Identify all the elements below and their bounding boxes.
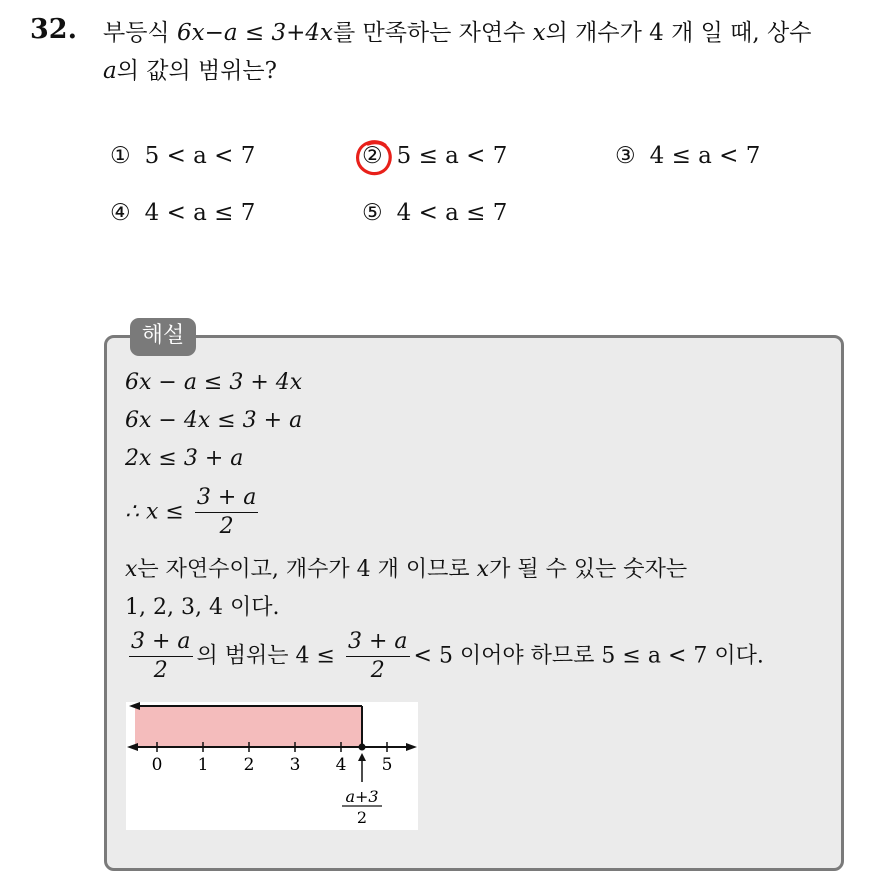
- range-fraction-2-den: 2: [370, 658, 385, 683]
- natural-text-2: 가 될 수 있는 숫자는: [489, 557, 688, 582]
- range-fraction-1-den: 2: [153, 658, 168, 683]
- question-text-4: 의 값의 범위는?: [116, 58, 277, 84]
- choice-2-text: 5 ≤ a < 7: [396, 143, 508, 169]
- solution-line-2: 6x − 4x ≤ 3 + a: [125, 408, 303, 433]
- tick-label-0: 0: [151, 755, 163, 775]
- question-var-a: a: [103, 58, 117, 84]
- range-fraction-1: [129, 628, 193, 685]
- range-fraction-1-num: 3 + a: [129, 628, 193, 657]
- shaded-region: [135, 706, 362, 747]
- question-text-1: 부등식: [103, 20, 177, 46]
- choice-1-text: 5 < a < 7: [144, 143, 256, 169]
- question-var-x: x: [532, 20, 546, 46]
- tick-label-1: 1: [197, 755, 209, 775]
- tick-label-4: 4: [335, 755, 347, 775]
- solution-tag: 해설: [130, 318, 196, 356]
- fraction-numerator: 3 + a: [195, 484, 259, 513]
- solution-line-1: 6x − a ≤ 3 + 4x: [125, 370, 303, 395]
- natural-var-x-2: x: [476, 557, 490, 582]
- solution-natural-line: [125, 552, 687, 583]
- question-number: 32.: [30, 14, 77, 45]
- answer-circle-mark: [355, 138, 393, 178]
- question-inequality: 6x−a ≤ 3+4x: [176, 20, 333, 46]
- closed-point: [359, 744, 366, 751]
- question-text: [103, 14, 873, 90]
- natural-var-x: x: [125, 557, 138, 582]
- choice-1-marker: ①: [110, 143, 131, 169]
- choice-1[interactable]: [110, 143, 255, 169]
- tick-label-3: 3: [289, 755, 301, 775]
- fraction-3a-over-2: [195, 484, 259, 541]
- question-text-3: 의 개수가 4 개 일 때, 상수: [545, 20, 812, 46]
- choice-3-marker: ③: [615, 143, 636, 169]
- choice-3-text: 4 ≤ a < 7: [649, 143, 761, 169]
- pointer-label-numerator: a+3: [345, 787, 379, 806]
- choice-4-marker: ④: [110, 200, 131, 226]
- natural-text-1: 는 자연수이고, 개수가 4 개 이므로: [137, 557, 477, 582]
- tick-label-2: 2: [243, 755, 255, 775]
- range-text-2: < 5 이어야 하므로 5 ≤ a < 7 이다.: [413, 643, 764, 669]
- choice-3[interactable]: [615, 143, 760, 169]
- solution-natural-line-2: 1, 2, 3, 4 이다.: [125, 595, 280, 620]
- choice-5[interactable]: [362, 200, 507, 226]
- choice-4-text: 4 < a ≤ 7: [144, 200, 256, 226]
- solution-line-3: 2x ≤ 3 + a: [125, 446, 244, 471]
- range-fraction-2-num: 3 + a: [346, 628, 410, 657]
- pointer-label-denominator: 2: [356, 808, 368, 827]
- fraction-denominator: 2: [219, 514, 234, 539]
- solution-range-line: [125, 628, 764, 685]
- tick-label-5: 5: [381, 755, 393, 775]
- therefore-prefix: ∴ x ≤: [125, 499, 184, 525]
- question-text-2: 를 만족하는 자연수: [332, 20, 533, 46]
- choice-5-text: 4 < a ≤ 7: [396, 200, 508, 226]
- choice-2-marker: ②: [362, 143, 383, 169]
- choice-5-marker: ⑤: [362, 200, 383, 226]
- range-fraction-2: [346, 628, 410, 685]
- solution-therefore: [125, 484, 262, 541]
- choice-4[interactable]: [110, 200, 255, 226]
- range-text-1: 의 범위는 4 ≤: [196, 643, 335, 669]
- number-line-diagram: [126, 702, 418, 830]
